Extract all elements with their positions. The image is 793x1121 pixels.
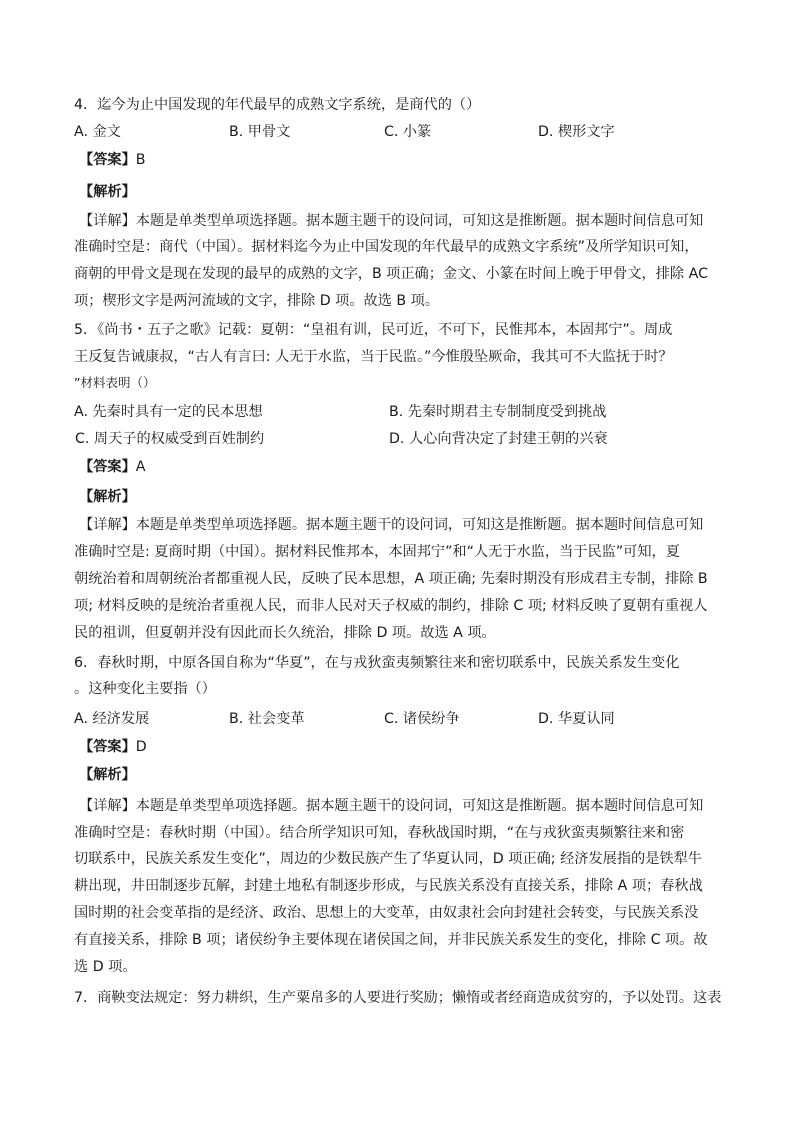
q4-option-c: C. 小篆	[384, 124, 432, 140]
q5-option-a: A. 先秦时具有一定的民本思想	[74, 404, 263, 420]
q4-detail-line: 商朝的甲骨文是现在发现的最早的成熟的文字，B 项正确；金文、小篆在时间上晚于甲骨文，排除 AC	[74, 266, 708, 282]
q4-detail-line: 项；楔形文字是两河流域的文字，排除 D 项。故选 B 项。	[74, 293, 440, 309]
q4-stem: 4．迄今为止中国发现的年代最早的成熟文字系统，是商代的（）	[74, 97, 481, 113]
q4-detail-line: 【详解】本题是单类型单项选择题。据本题主题干的设问词，可知这是推断题。据本题时间信息可知	[79, 213, 704, 229]
q4-option-a: A. 金文	[74, 124, 121, 140]
q5-detail-line: 朝统治着和周朝统治者都重视人民，反映了民本思想，A 项正确; 先秦时期没有形成君主专制，排除 B	[74, 571, 708, 587]
q5-detail-line: 项; 材料反映的是统治者重视人民，而非人民对天子权威的制约，排除 C 项; 材料反映了夏朝有重视人	[74, 598, 708, 614]
q6-detail-line: 准确时空是：春秋时期（中国）。结合所学知识可知，春秋战国时期，“在与戎狄蛮夷频繁往来和密	[74, 825, 685, 841]
q6-stem-line: 6．春秋时期，中原各国自称为“华夏”，在与戎狄蛮夷频繁往来和密切联系中，民族关系发生变化	[74, 655, 680, 671]
q5-stem-line: ”材料表明（）	[74, 375, 156, 390]
q5-detail-line: 【详解】本题是单类型单项选择题。据本题主题干的设问词，可知这是推断题。据本题时间信息可知	[79, 517, 704, 533]
q6-detail-line: 有直接关系，排除 B 项；诸侯纷争主要体现在诸侯国之间，并非民族关系发生的变化，排除 C 项。故	[74, 932, 708, 948]
q4-answer: 【答案】B	[79, 152, 146, 168]
q6-stem-line: 。这种变化主要指（）	[74, 681, 216, 697]
q4-detail-line: 准确时空是：商代（中国）。据材料迄今为止中国发现的年代最早的成熟文字系统”及所学知识可知，	[74, 239, 699, 255]
q6-detail-line: 耕出现，井田制逐步瓦解，封建土地私有制逐步形成，与民族关系没有直接关系，排除 A 项；春秋战	[74, 878, 703, 894]
q4-analysis-label: 【解析】	[79, 184, 136, 200]
q4-option-d: D. 楔形文字	[538, 124, 615, 140]
q6-detail-line: 【详解】本题是单类型单项选择题。据本题主题干的设问词，可知这是推断题。据本题时间信息可知	[79, 798, 704, 814]
q5-option-c: C. 周天子的权威受到百姓制约	[75, 431, 265, 447]
q6-option-b: B. 社会变革	[229, 711, 305, 727]
q7-stem: 7．商鞅变法规定：努力耕织，生产粟帛多的人要进行奖励；懒惰或者经商造成贫穷的，予以处罚。这表	[74, 990, 722, 1006]
q5-detail-line: 准确时空是: 夏商时期（中国）。据材料民惟邦本，本固邦宁”和“人无于水监，当于民监”可知，夏	[74, 544, 680, 560]
q6-detail-line: 选 D 项。	[74, 959, 137, 975]
q5-detail-line: 民的祖训，但夏朝并没有因此而长久统治，排除 D 项。故选 A 项。	[74, 625, 496, 641]
q6-detail-line: 国时期的社会变革指的是经济、政治、思想上的大变革，由奴隶社会向封建社会转变，与民族关系没	[74, 905, 699, 921]
q6-option-d: D. 华夏认同	[538, 711, 615, 727]
q5-stem-line: 5．《尚书・五子之歌》记载：夏朝：“皇祖有训，民可近，不可下，民惟邦本，本固邦宁”。周成	[74, 322, 673, 338]
q5-stem-line: 王反复告诫康叔，“古人有言曰: 人无于水监，当于民监。”今惟殷坠厥命，我其可不大监抚于时？	[74, 349, 673, 365]
q5-answer: 【答案】A	[79, 459, 146, 475]
q4-option-b: B. 甲骨文	[229, 124, 291, 140]
q6-option-a: A. 经济发展	[74, 711, 150, 727]
q6-detail-line: 切联系中，民族关系发生变化”，周边的少数民族产生了华夏认同，D 项正确; 经济发展指的是铁犁牛	[74, 851, 702, 867]
q6-option-c: C. 诸侯纷争	[384, 711, 460, 727]
q6-answer: 【答案】D	[79, 739, 147, 755]
q5-analysis-label: 【解析】	[79, 489, 136, 505]
q5-option-d: D. 人心向背决定了封建王朝的兴衰	[389, 431, 608, 447]
q5-option-b: B. 先秦时期君主专制制度受到挑战	[389, 404, 607, 420]
q6-analysis-label: 【解析】	[79, 767, 136, 783]
